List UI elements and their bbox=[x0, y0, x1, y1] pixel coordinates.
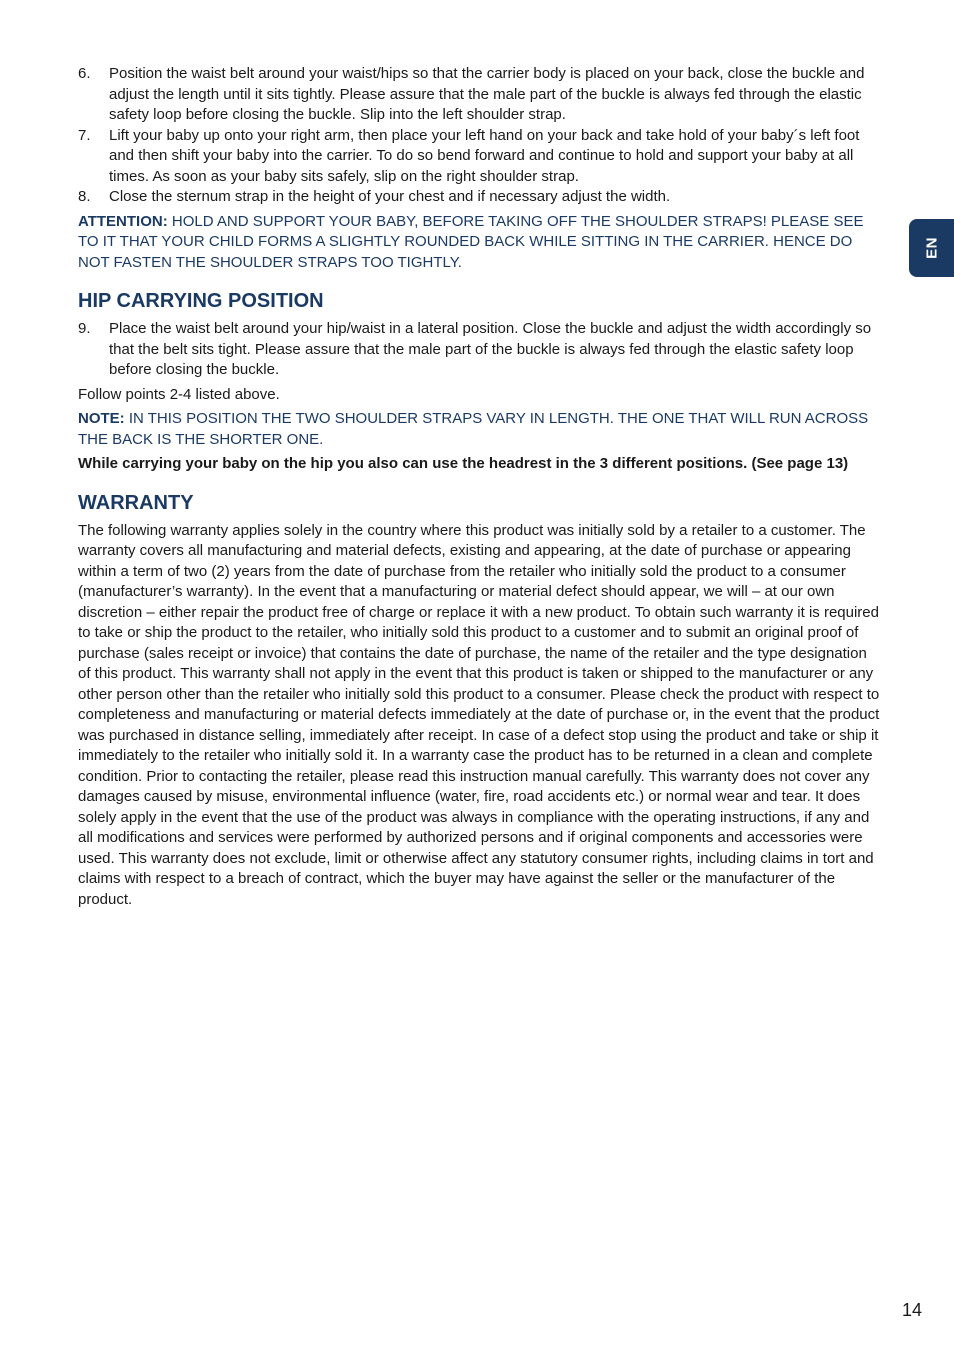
page-number: 14 bbox=[902, 1300, 923, 1320]
step-8 bbox=[78, 187, 880, 208]
step-text: Close the sternum strap in the height of your chest and if necessary adjust the width. bbox=[109, 188, 671, 205]
step-text: Place the waist belt around your hip/waist in a lateral position. Close the buckle and adjust the width accordingly so that the belt sits tight. Please assure that the male part of the buckle is always fed through the elastic safety loop before closing the buckle. bbox=[109, 320, 872, 378]
language-tab-label: EN bbox=[923, 237, 940, 259]
step-number: 9. bbox=[78, 320, 91, 337]
note-lead: NOTE: bbox=[78, 410, 125, 427]
step-7 bbox=[78, 126, 880, 188]
follow-points-text: Follow points 2-4 listed above. bbox=[78, 385, 280, 403]
step-text: Position the waist belt around your waist/hips so that the carrier body is placed on your back, close the buckle and adjust the length until it sits tightly. Please assure that the male part of the buckle is always fed through the elastic safety loop before closing the buckle. Slip into the left shoulder strap. bbox=[109, 65, 865, 123]
warranty-text: The following warranty applies solely in the country where this product was initially sold by a retailer to a customer. The warranty covers all manufacturing and material defects, existing and appearing, at the date of purchase or appearing within a term of two (2) years from the date of purchase from the retailer who initially sold the product to a consumer (manufacturer’s warranty). In the event that a manufacturing or material defect should appear, we will – at our own discretion – either repair the product free of charge or replace it with a new product. To obtain such warranty it is required to take or ship the product to the retailer, who initially sold this product to a customer and to submit an original proof of purchase (sales receipt or invoice) that contains the date of purchase, the name of the retailer and the type designation of this product. This warranty shall not apply in the event that this product is taken or shipped to the manufacturer or any other person other than the retailer who initially sold this product to a consumer. Please check the product with respect to completeness and manufacturing or material defects immediately at the date of purchase or, in the event that the product was purchased in distance selling, immediately after receipt. In case of a defect stop using the product and take or ship it immediately to the retailer who initially sold it. In a warranty case the product has to be returned in a clean and complete condition. Prior to contacting the retailer, please read this instruction manual carefully. This warranty does not cover any damages caused by misuse, environmental influence (water, fire, road accidents etc.) or normal wear and tear. It does solely apply in the event that the use of the product was always in compliance with the operating instructions, if any and all modifications and services were performed by authorized persons and if original components and accessories were used. This warranty does not exclude, limit or otherwise affect any statutory consumer rights, including claims in tort and claims with respect to a breach of contract, which the buyer may have against the seller or the manufacturer of the product. bbox=[78, 521, 880, 908]
step-number: 7. bbox=[78, 126, 91, 144]
headrest-bold-text: While carrying your baby on the hip you also can use the headrest in the 3 different positions. (See page 13) bbox=[78, 455, 849, 472]
step-number: 6. bbox=[78, 65, 91, 82]
page-content bbox=[78, 64, 880, 910]
step-9 bbox=[78, 319, 880, 381]
attention-text: HOLD AND SUPPORT YOUR BABY, BEFORE TAKING OFF THE SHOULDER STRAPS! PLEASE SEE TO IT THAT YOUR CHILD FORMS A SLIGHTLY ROUNDED BACK WHILE SITTING IN THE CARRIER. HENCE DO NOT FASTEN THE SHOULDER STRAPS TOO TIGHTLY. bbox=[78, 212, 864, 271]
language-tab bbox=[909, 219, 954, 277]
note-notice bbox=[78, 409, 880, 450]
step-number: 8. bbox=[78, 188, 91, 205]
step-text: Lift your baby up onto your right arm, then place your left hand on your back and take hold of your baby´s left foot and then shift your baby into the carrier. To do so bend forward and continue to hold and support your baby at all times. As soon as your baby sits safely, slip on the right shoulder strap. bbox=[109, 126, 860, 185]
note-text: IN THIS POSITION THE TWO SHOULDER STRAPS VARY IN LENGTH. THE ONE THAT WILL RUN ACROSS THE BACK IS THE SHORTER ONE. bbox=[78, 410, 869, 448]
attention-lead: ATTENTION: bbox=[78, 212, 168, 230]
warranty-heading: WARRANTY bbox=[78, 491, 194, 514]
hip-carrying-heading: HIP CARRYING POSITION bbox=[78, 290, 324, 312]
attention-notice bbox=[78, 212, 880, 274]
step-6 bbox=[78, 64, 880, 126]
